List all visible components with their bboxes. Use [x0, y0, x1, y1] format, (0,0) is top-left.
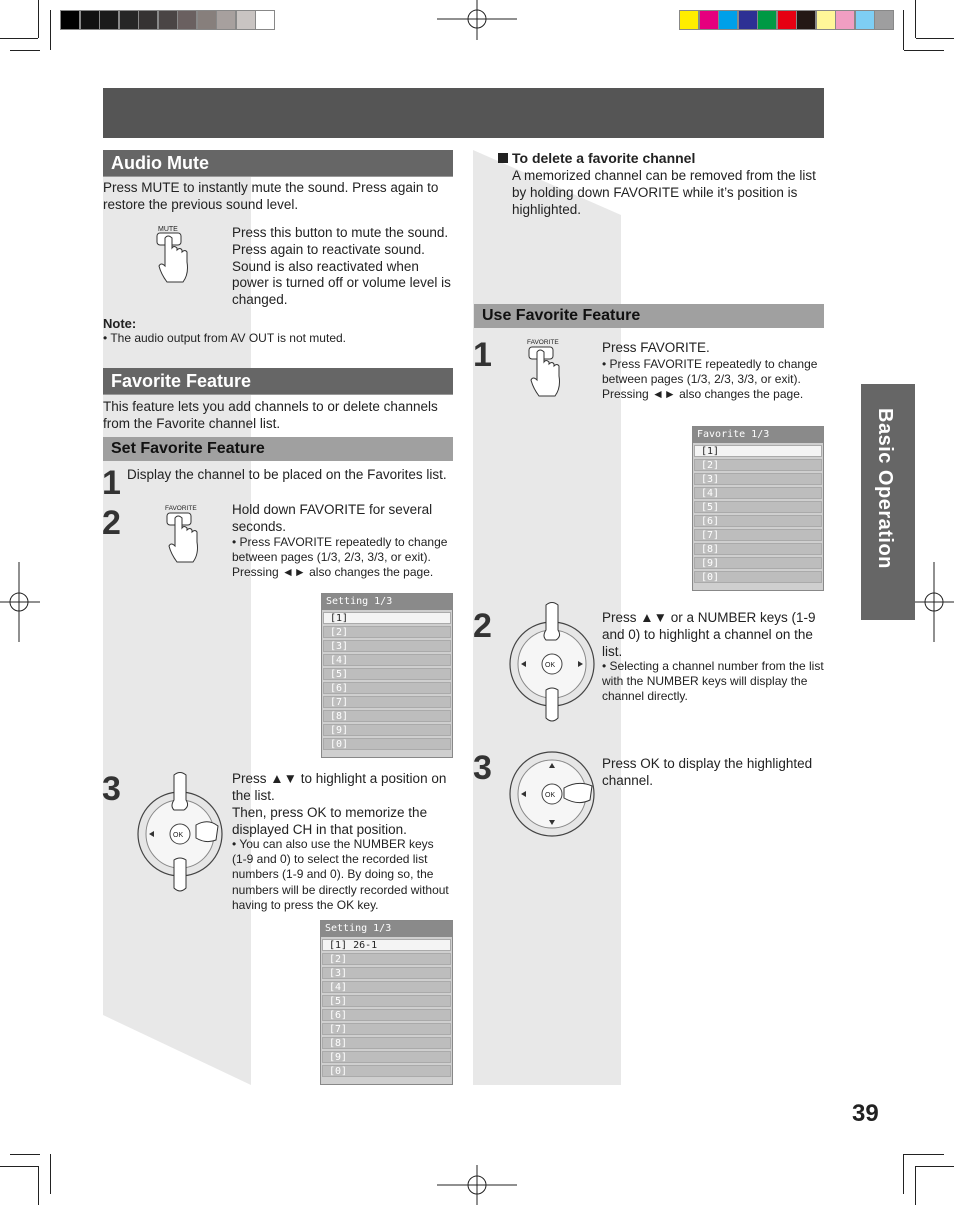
use-favorite-heading: Use Favorite Feature: [474, 304, 824, 328]
delete-favorite-heading: To delete a favorite channel: [512, 150, 696, 166]
color-swatch: [197, 10, 217, 30]
chapter-bar: [103, 88, 824, 138]
osd-list-row: [4]: [322, 981, 451, 993]
color-swatch: [757, 10, 777, 30]
color-swatch: [80, 10, 100, 30]
osd-list-row: [5]: [322, 995, 451, 1007]
osd-list-row: [7]: [694, 529, 822, 541]
osd-list-row: [4]: [694, 487, 822, 499]
setting-list-osd-2: [320, 920, 453, 1085]
osd-list-row: [6]: [323, 682, 451, 694]
color-swatch: [874, 10, 894, 30]
osd-list-row: [9]: [323, 724, 451, 736]
note-text: • The audio output from AV OUT is not muted.: [103, 331, 346, 345]
use-step-1-number: 1: [473, 336, 492, 374]
favorite-button-label: FAVORITE: [527, 339, 559, 346]
delete-favorite-text: A memorized channel can be removed from the list by holding down FAVORITE while it’s position is highlighted.: [512, 168, 816, 217]
set-favorite-heading: Set Favorite Feature: [103, 437, 453, 461]
color-swatch: [835, 10, 855, 30]
color-swatch: [216, 10, 236, 30]
set-step-3-bullet: • You can also use the NUMBER keys (1-9 and 0) to select the recorded list numbers (1-9 and 0). By doing so, the numbers will be directly recorded without having to press the OK key.: [232, 837, 449, 912]
osd-list-row: [8]: [694, 543, 822, 555]
color-swatch: [177, 10, 197, 30]
ok-dial-illustration-set: [136, 770, 226, 895]
set-step-3-number: 3: [102, 770, 121, 808]
osd-list-row: [4]: [323, 654, 451, 666]
set-step-3-text2: Then, press OK to memorize the displayed CH in that position.: [232, 805, 428, 837]
set-step-2-bullet: • Press FAVORITE repeatedly to change between pages (1/3, 2/3, 3/3, or exit). Pressing ◄► also changes the page.: [232, 535, 448, 580]
ok-dial-illustration-use-3: [508, 730, 603, 840]
color-swatch: [718, 10, 738, 30]
color-swatch: [60, 10, 80, 30]
color-swatch: [158, 10, 178, 30]
favorite-list-osd: [692, 426, 824, 591]
color-swatch: [119, 10, 139, 30]
set-step-3-text: Press ▲▼ to highlight a position on the list.: [232, 771, 447, 803]
basic-operation-tab[interactable]: [861, 384, 915, 620]
color-swatch: [99, 10, 119, 30]
ok-dial-illustration-use-2: [508, 600, 598, 725]
mute-description: Press this button to mute the sound. Press again to reactivate sound. Sound is also reactivated when power is turned off or volume level is changed.: [232, 225, 451, 308]
osd-list-row: [1]: [323, 612, 451, 624]
color-swatch: [679, 10, 699, 30]
osd-title: Setting 1/3: [322, 594, 452, 610]
osd-list-row: [3]: [322, 967, 451, 979]
use-step-2-text: Press ▲▼ or a NUMBER keys (1-9 and 0) to highlight a channel on the list.: [602, 610, 816, 659]
osd-list-row: [3]: [694, 473, 822, 485]
use-step-2-number: 2: [473, 607, 492, 645]
color-swatch: [796, 10, 816, 30]
set-step-2-text: Hold down FAVORITE for several seconds.: [232, 502, 433, 534]
set-step-1-text: Display the channel to be placed on the Favorites list.: [127, 467, 447, 482]
favorite-feature-heading: Favorite Feature: [103, 368, 453, 395]
osd-list-row: [2]: [322, 953, 451, 965]
use-step-3-number: 3: [473, 749, 492, 787]
osd-list-row: [9]: [694, 557, 822, 569]
color-swatch: [138, 10, 158, 30]
color-swatch: [816, 10, 836, 30]
osd-list-row: [9]: [322, 1051, 451, 1063]
color-swatch: [738, 10, 758, 30]
favorite-button-illustration: [163, 502, 203, 572]
osd-list-row: [7]: [323, 696, 451, 708]
osd-list-row: [1]: [694, 445, 822, 457]
tab-label: Basic Operation: [874, 408, 896, 569]
color-swatch: [777, 10, 797, 30]
osd-list-row: [1] 26-1: [322, 939, 451, 951]
color-swatch: [699, 10, 719, 30]
osd-list-row: [0]: [323, 738, 451, 750]
color-swatch: [236, 10, 256, 30]
osd-list-row: [8]: [323, 710, 451, 722]
osd-list-row: [7]: [322, 1023, 451, 1035]
use-step-1-text: Press FAVORITE.: [602, 340, 710, 355]
color-swatch: [255, 10, 275, 30]
setting-list-osd-1: [321, 593, 453, 758]
osd-list-row: [0]: [322, 1065, 451, 1077]
use-step-3-text: Press OK to display the highlighted channel.: [602, 756, 813, 788]
osd-list-row: [2]: [694, 459, 822, 471]
favorite-feature-intro: This feature lets you add channels to or delete channels from the Favorite channel list.: [103, 399, 438, 431]
mute-button-illustration: [155, 222, 195, 292]
osd-title: Setting 1/3: [321, 921, 452, 937]
use-step-2-bullet: • Selecting a channel number from the list with the NUMBER keys will display the channel directly.: [602, 659, 824, 704]
use-step-1-bullet: • Press FAVORITE repeatedly to change between pages (1/3, 2/3, 3/3, or exit). Pressing ◄► also changes the page.: [602, 357, 818, 402]
ok-label: OK: [545, 662, 556, 669]
ok-label: OK: [545, 792, 556, 799]
square-bullet-icon: [498, 153, 510, 165]
set-step-2-number: 2: [102, 504, 121, 542]
set-step-1-number: 1: [102, 464, 121, 502]
osd-list-row: [5]: [323, 668, 451, 680]
osd-list-row: [3]: [323, 640, 451, 652]
audio-mute-heading: Audio Mute: [103, 150, 453, 177]
ok-label: OK: [173, 832, 184, 839]
osd-title: Favorite 1/3: [693, 427, 823, 443]
osd-list-row: [2]: [323, 626, 451, 638]
favorite-button-illustration-use: [525, 336, 565, 406]
osd-list-row: [0]: [694, 571, 822, 583]
osd-list-row: [6]: [322, 1009, 451, 1021]
page-number: 39: [852, 1100, 879, 1127]
audio-mute-intro: Press MUTE to instantly mute the sound. Press again to restore the previous sound level.: [103, 180, 439, 212]
osd-list-row: [8]: [322, 1037, 451, 1049]
mute-button-label: MUTE: [158, 226, 178, 233]
osd-list-row: [5]: [694, 501, 822, 513]
note-heading: Note:: [103, 316, 137, 331]
color-swatch: [855, 10, 875, 30]
osd-list-row: [6]: [694, 515, 822, 527]
favorite-button-label: FAVORITE: [165, 505, 197, 512]
